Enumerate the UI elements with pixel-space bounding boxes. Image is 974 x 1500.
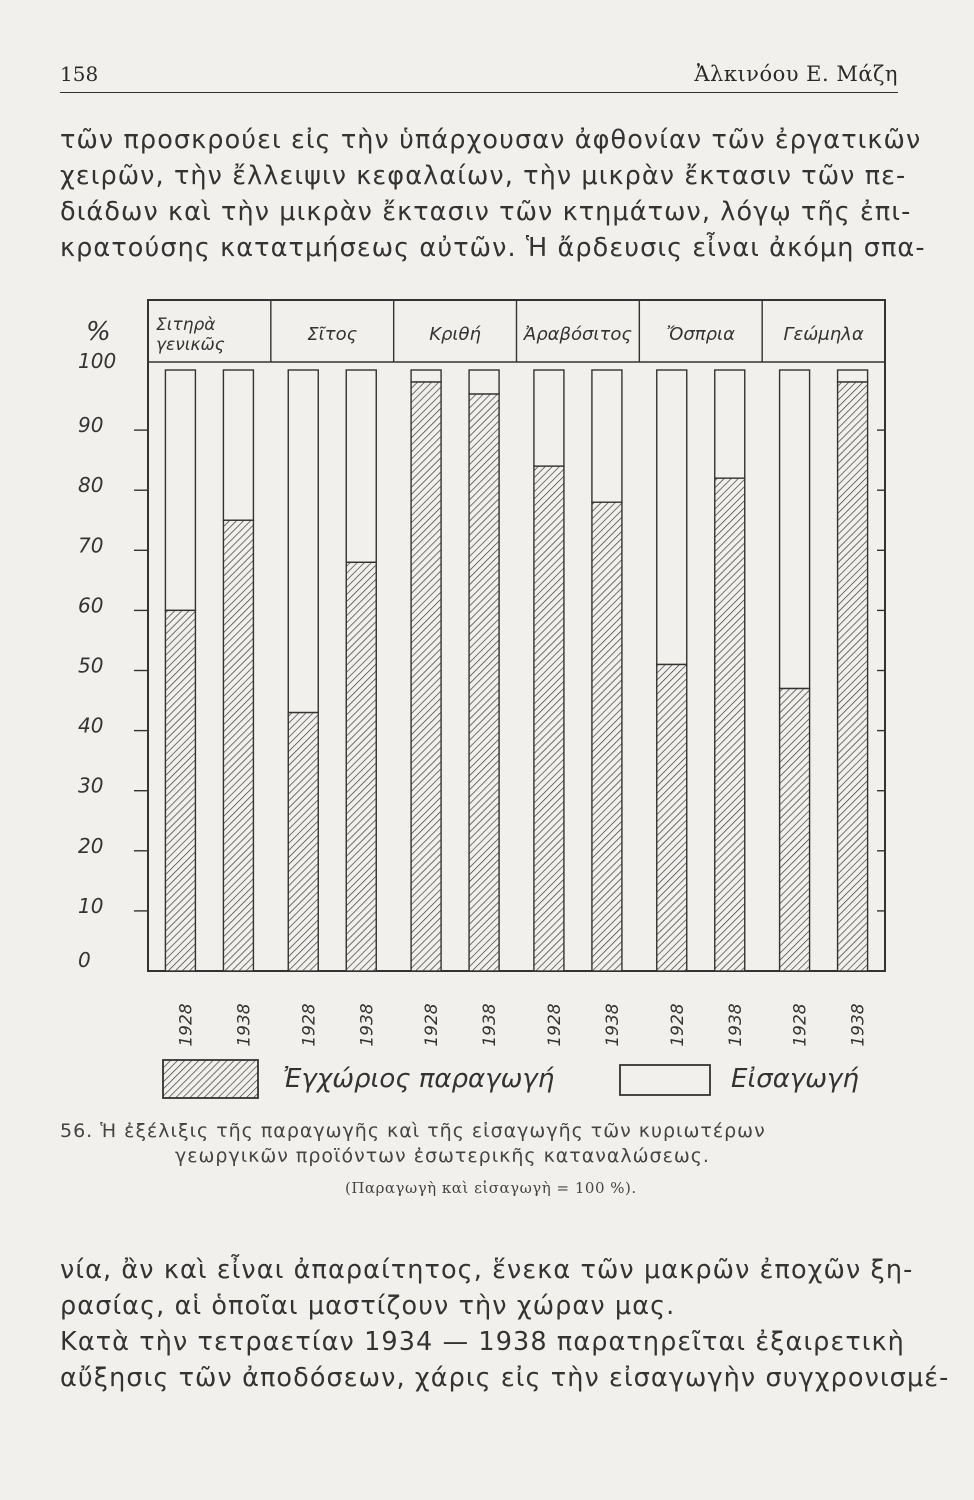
x-tick-label: 1928 xyxy=(299,1003,320,1047)
import-bar-segment xyxy=(657,370,687,664)
production-bar-segment xyxy=(411,382,441,971)
x-tick-label: 1938 xyxy=(725,1003,746,1047)
x-tick-label: 1938 xyxy=(480,1003,501,1047)
y-tick-label: 10 xyxy=(78,893,104,918)
import-bar-segment xyxy=(534,370,564,466)
production-bar-segment xyxy=(288,713,318,971)
text-line: διάδων καὶ τὴν μικρὰν ἔκτασιν τῶν κτημάτων, λόγῳ τῆς ἐπι- xyxy=(60,197,912,227)
x-tick-label: 1938 xyxy=(848,1003,869,1047)
x-tick-label: 1938 xyxy=(602,1003,623,1047)
caption-line-2: γεωργικῶν προϊόντων ἐσωτερικῆς καταναλώσεως. xyxy=(175,1145,710,1167)
group-heading: Ὄσπρια xyxy=(666,324,736,345)
import-bar-segment xyxy=(288,370,318,713)
y-tick-label: 60 xyxy=(78,593,104,618)
page-number: 158 xyxy=(60,62,99,86)
chart-frame xyxy=(148,300,885,971)
import-bar-segment xyxy=(411,370,441,382)
group-heading: Σῖτος xyxy=(307,324,358,345)
group-heading: Κριθή xyxy=(429,324,481,345)
x-tick-label: 1928 xyxy=(176,1003,197,1047)
import-bar-segment xyxy=(165,370,195,610)
text-line: Κατὰ τὴν τετραετίαν 1934 — 1938 παρατηρεῖται ἐξαιρετικὴ xyxy=(60,1327,905,1357)
legend-label-production: Ἐγχώριος παραγωγή xyxy=(283,1064,555,1094)
x-tick-label: 1928 xyxy=(422,1003,443,1047)
import-bar-segment xyxy=(346,370,376,562)
production-bar-segment xyxy=(223,520,253,971)
production-bar-segment xyxy=(838,382,868,971)
import-bar-segment xyxy=(715,370,745,478)
text-line: νία, ἂν καὶ εἶναι ἀπαραίτητος, ἕνεκα τῶν μακρῶν ἐποχῶν ξη- xyxy=(60,1255,914,1285)
page-header xyxy=(60,58,898,93)
import-bar-segment xyxy=(780,370,810,689)
text-line: χειρῶν, τὴν ἔλλειψιν κεφαλαίων, τὴν μικρὰν ἔκτασιν τῶν πε- xyxy=(60,161,907,191)
y-tick-label: 70 xyxy=(78,533,104,558)
y-tick-label: 100 xyxy=(78,349,117,373)
y-tick-label: 40 xyxy=(78,713,104,738)
x-tick-label: 1938 xyxy=(357,1003,378,1047)
legend-swatch-import xyxy=(620,1065,710,1095)
production-bar-segment xyxy=(165,610,195,971)
y-tick-label: 90 xyxy=(78,413,104,438)
caption-line-1: 56. Ἡ ἐξέλιξις τῆς παραγωγῆς καὶ τῆς εἰσαγωγῆς τῶν κυριωτέρων xyxy=(60,1120,766,1142)
production-bar-segment xyxy=(469,394,499,971)
x-tick-label: 1928 xyxy=(790,1003,811,1047)
y-axis-label: % xyxy=(86,317,111,347)
production-bar-segment xyxy=(657,664,687,971)
x-tick-label: 1938 xyxy=(234,1003,255,1047)
production-bar-segment xyxy=(346,562,376,971)
text-line: κρατούσης κατατμήσεως αὐτῶν. Ἡ ἄρδευσις εἶναι ἀκόμη σπα- xyxy=(60,233,926,263)
x-tick-label: 1928 xyxy=(544,1003,565,1047)
legend-swatch-production xyxy=(163,1060,258,1098)
group-heading: Σιτηρὰ xyxy=(156,315,216,335)
caption-note: (Παραγωγὴ καὶ εἰσαγωγὴ = 100 %). xyxy=(345,1179,637,1197)
body-text-top xyxy=(60,122,926,266)
import-bar-segment xyxy=(838,370,868,382)
text-line: αὔξησις τῶν ἀποδόσεων, χάρις εἰς τὴν εἰσαγωγὴν συγχρονισμέ- xyxy=(60,1363,950,1393)
production-bar-segment xyxy=(592,502,622,971)
legend-label-import: Εἰσαγωγή xyxy=(731,1064,859,1094)
text-line: τῶν προσκρούει εἰς τὴν ὑπάρχουσαν ἀφθονίαν τῶν ἐργατικῶν xyxy=(60,125,922,155)
import-bar-segment xyxy=(223,370,253,520)
text-line: ρασίας, αἱ ὁποῖαι μαστίζουν τὴν χώραν μας. xyxy=(60,1291,676,1321)
production-import-chart xyxy=(0,290,974,1110)
production-bar-segment xyxy=(780,689,810,971)
group-heading: Ἀραβόσιτος xyxy=(523,324,632,345)
production-bar-segment xyxy=(715,478,745,971)
y-tick-label: 20 xyxy=(78,833,104,858)
import-bar-segment xyxy=(592,370,622,502)
body-text-bottom xyxy=(60,1252,950,1396)
running-head: Ἀλκινόου Ε. Μάζη xyxy=(694,62,898,86)
group-heading: Γεώμηλα xyxy=(783,324,864,345)
figure-caption xyxy=(60,1120,920,1197)
group-heading: γενικῶς xyxy=(156,335,225,355)
import-bar-segment xyxy=(469,370,499,394)
y-tick-label: 0 xyxy=(78,948,91,972)
production-bar-segment xyxy=(534,466,564,971)
y-tick-label: 80 xyxy=(78,473,104,498)
y-tick-label: 30 xyxy=(78,773,104,798)
x-tick-label: 1928 xyxy=(667,1003,688,1047)
y-tick-label: 50 xyxy=(78,653,104,678)
